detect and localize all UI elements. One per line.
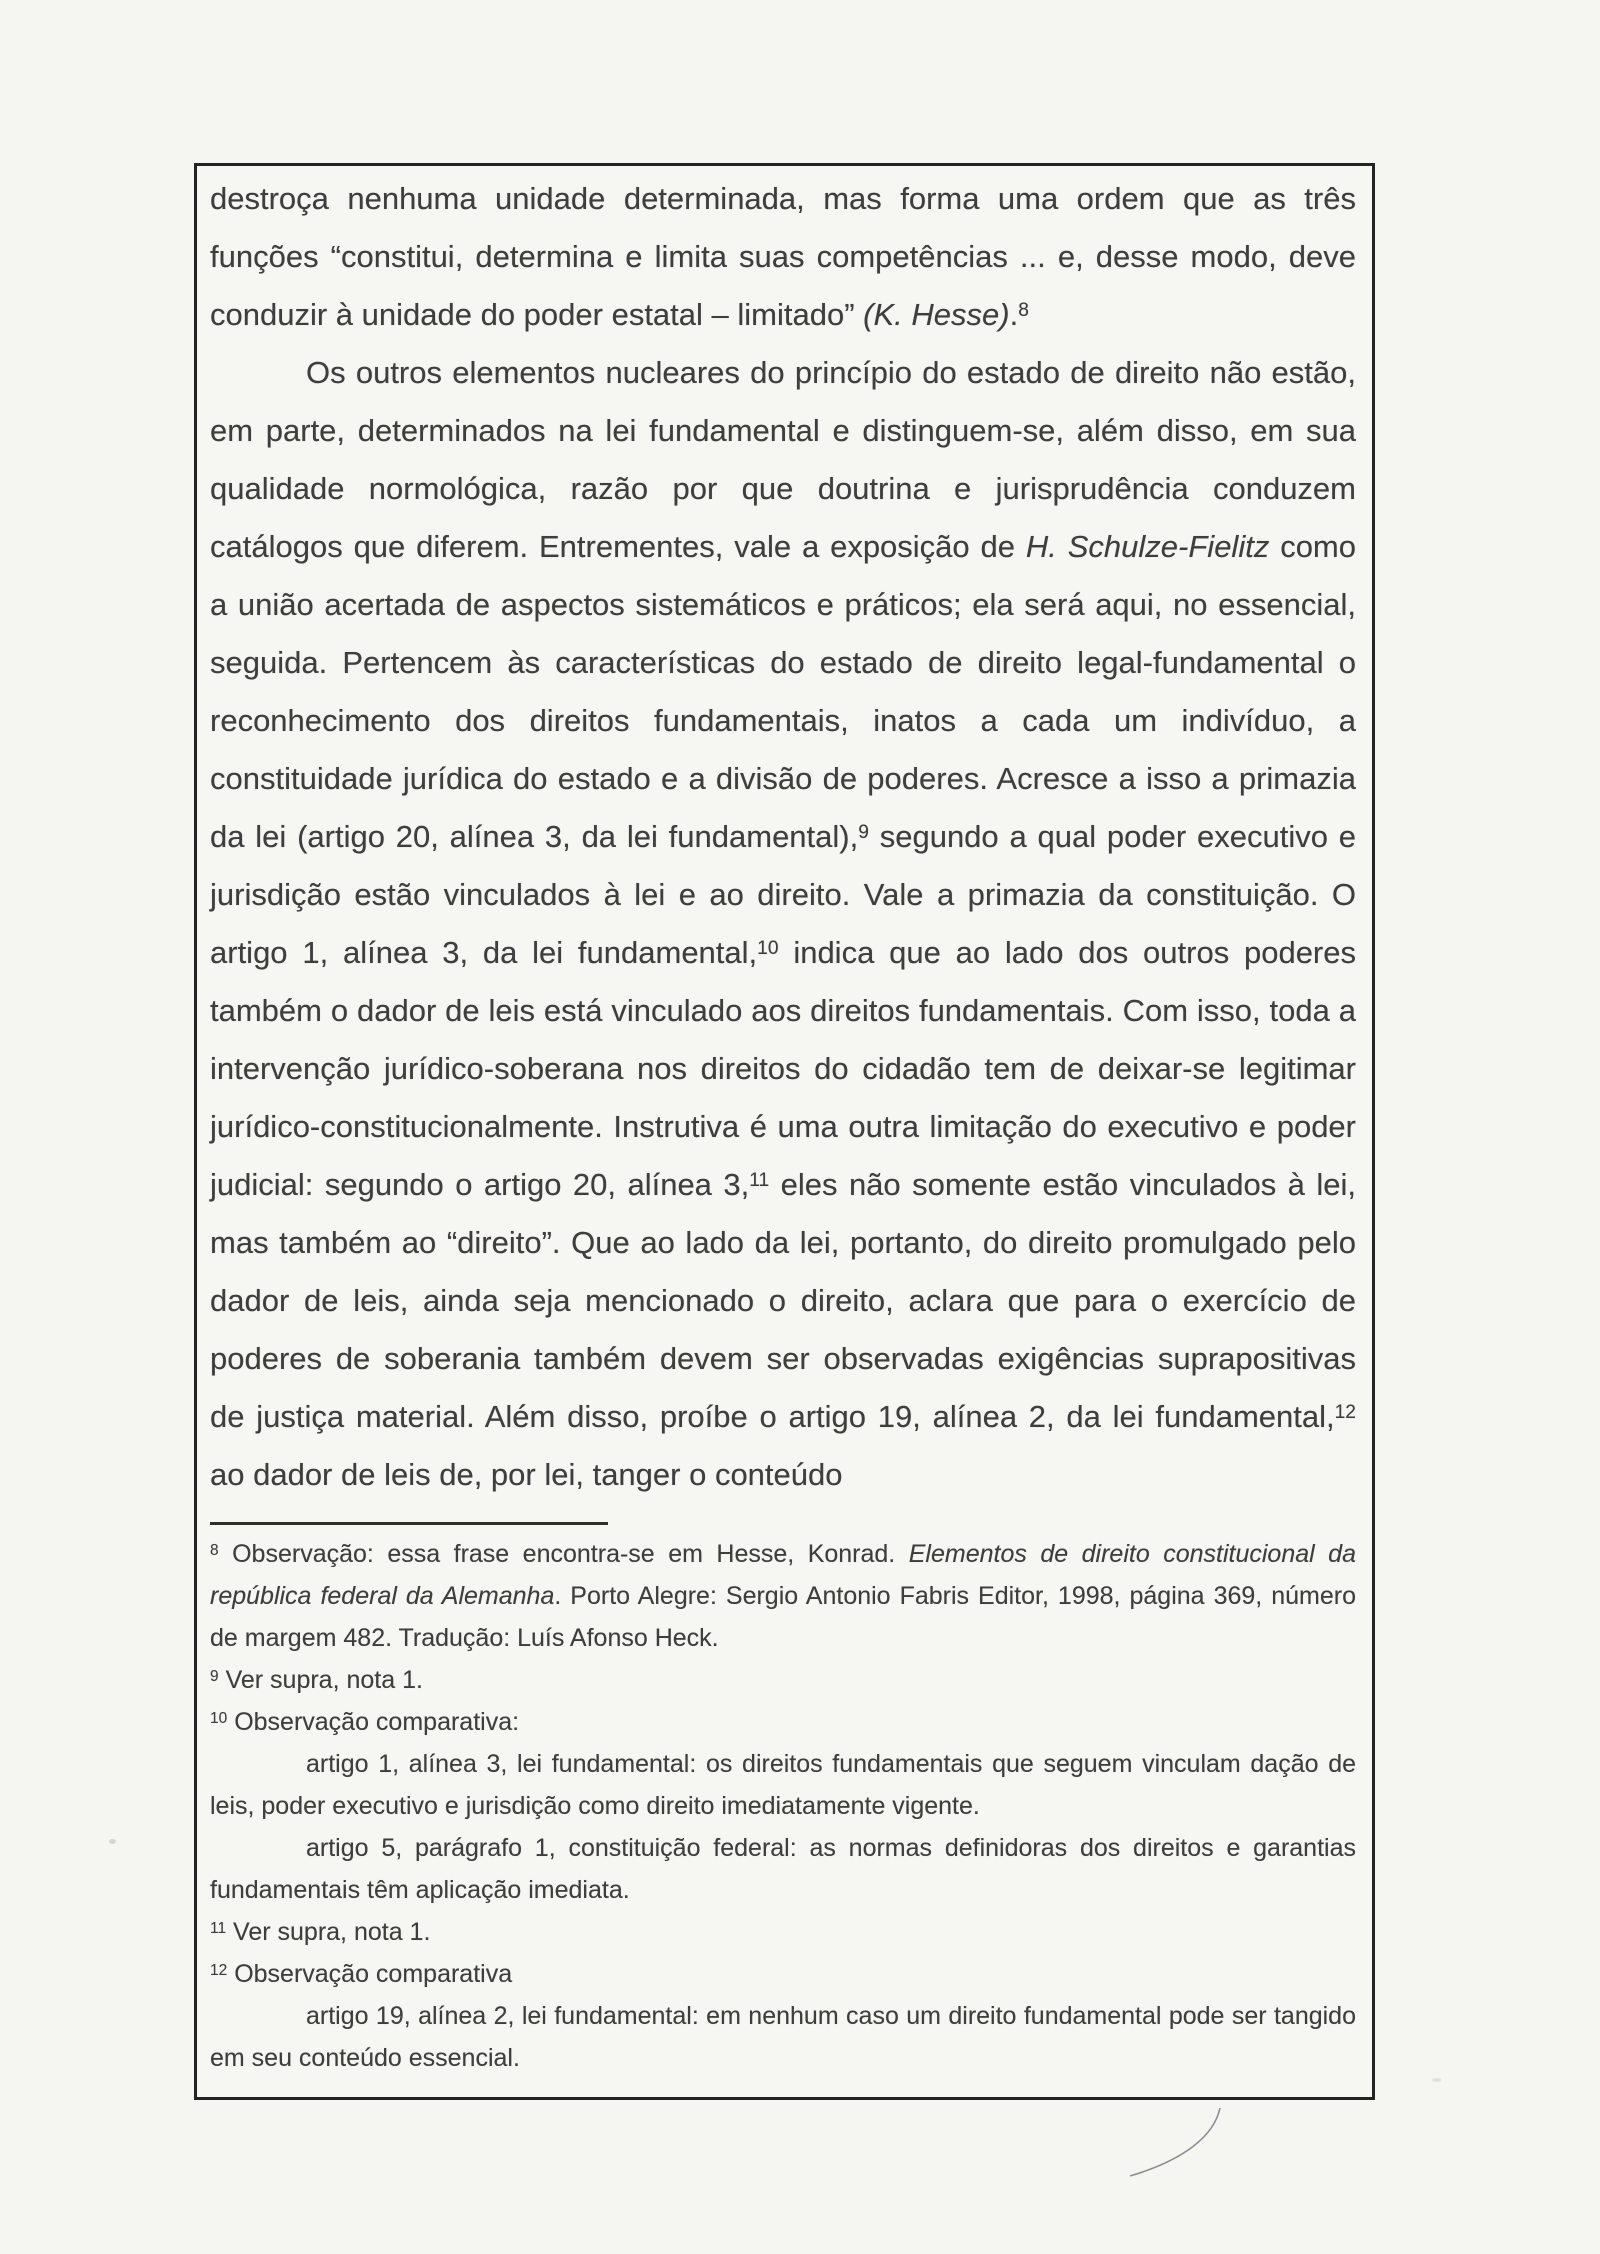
footnote-marker: 11 xyxy=(210,1920,227,1938)
text-run: . xyxy=(1009,297,1019,332)
superscript-ref: 8 xyxy=(1018,300,1029,322)
text-run: destroça nenhuma unidade determinada, mas forma uma ordem que as três funções “constitui, determina e limita suas competências ... e, desse modo, deve conduzir à unidade do poder estatal – limitado” xyxy=(210,181,1356,332)
text-run: Ver supra, nota 1. xyxy=(218,1666,423,1694)
superscript-ref: 12 xyxy=(1334,1402,1356,1424)
footnote xyxy=(210,1533,1356,1659)
text-run: indica que ao lado dos outros poderes também o dador de leis está vinculado aos direitos fundamentais. Com isso, toda a intervenção jurídico-soberana nos direitos do cidadão tem de deixar-se legitimar jurídico-constitucionalmente. Instrutiva é uma outra limitação do executivo e poder judicial: segundo o artigo 20, alínea 3, xyxy=(210,935,1356,1202)
superscript-ref: 10 xyxy=(757,938,779,960)
footnote-marker: 9 xyxy=(210,1668,219,1686)
footnote-marker: 10 xyxy=(210,1710,228,1728)
text-run: H. Schulze-Fielitz xyxy=(1025,529,1270,564)
body-paragraph xyxy=(210,170,1356,344)
text-run: Ver supra, nota 1. xyxy=(226,1918,431,1946)
text-run: Elementos de direito constitucional da república federal da Alemanha xyxy=(210,1540,1356,1610)
page-frame xyxy=(194,163,1375,2100)
footnote xyxy=(210,1743,1356,1827)
scan-speck xyxy=(1432,2078,1441,2082)
superscript-ref: 9 xyxy=(858,822,869,844)
footnote xyxy=(210,1827,1356,1911)
footnote xyxy=(210,1911,1356,1953)
text-run: Observação comparativa: xyxy=(227,1708,520,1736)
footnote-marker: 12 xyxy=(210,1962,228,1980)
scan-speck xyxy=(109,1839,116,1844)
text-run: . Porto Alegre: Sergio Antonio Fabris Editor, 1998, página 369, número de margem 482. Tradução: Luís Afonso Heck. xyxy=(210,1582,1356,1652)
text-run: segundo a qual poder executivo e jurisdição estão vinculados à lei e ao direito. Vale a primazia da constituição. O artigo 1, alínea 3, da lei fundamental, xyxy=(210,819,1357,970)
footnote-separator xyxy=(210,1522,608,1525)
text-run: artigo 19, alínea 2, lei fundamental: em nenhum caso um direito fundamental pode ser tangido em seu conteúdo essencial. xyxy=(210,2002,1356,2072)
footnote xyxy=(210,1701,1356,1743)
footnote xyxy=(210,1995,1356,2079)
footnote xyxy=(210,1953,1356,1995)
footnotes xyxy=(210,1533,1356,2079)
scan-mark xyxy=(1128,2106,1228,2186)
text-run: eles não somente estão vinculados à lei, mas também ao “direito”. Que ao lado da lei, portanto, do direito promulgado pelo dador de leis, ainda seja mencionado o direito, aclara que para o exercício de poderes de soberania também devem ser observadas exigências suprapositivas de justiça material. Além disso, proíbe o artigo 19, alínea 2, da lei fundamental, xyxy=(210,1167,1356,1434)
text-run: artigo 1, alínea 3, lei fundamental: os direitos fundamentais que seguem vinculam dação de leis, poder executivo e jurisdição como direito imediatamente vigente. xyxy=(210,1750,1356,1820)
footnote-marker: 8 xyxy=(210,1542,219,1560)
text-run: ao dador de leis de, por lei, tanger o conteúdo xyxy=(210,1457,843,1492)
body-text xyxy=(210,170,1356,1504)
text-run: (K. Hesse) xyxy=(863,297,1010,332)
text-run: Os outros elementos nucleares do princípio do estado de direito não estão, em parte, determinados na lei fundamental e distinguem-se, além disso, em sua qualidade normológica, razão por que doutrina e jurisprudência conduzem catálogos que diferem. Entrementes, vale a exposição de xyxy=(210,355,1356,564)
text-run: artigo 5, parágrafo 1, constituição federal: as normas definidoras dos direitos e garantias fundamentais têm aplicação imediata. xyxy=(210,1834,1356,1904)
body-paragraph xyxy=(210,344,1356,1504)
text-run: Observação: essa frase encontra-se em Hesse, Konrad. xyxy=(218,1540,909,1568)
text-run: Observação comparativa xyxy=(227,1960,513,1988)
footnote xyxy=(210,1659,1356,1701)
text-column xyxy=(197,166,1372,2079)
text-run: como a união acertada de aspectos sistemáticos e práticos; ela será aqui, no essencial, seguida. Pertencem às características do estado de direito legal-fundamental o reconhecimento dos direitos fundamentais, inatos a cada um indivíduo, a constituidade jurídica do estado e a divisão de poderes. Acresce a isso a primazia da lei (artigo 20, alínea 3, da lei fundamental), xyxy=(210,529,1356,854)
superscript-ref: 11 xyxy=(749,1170,770,1192)
